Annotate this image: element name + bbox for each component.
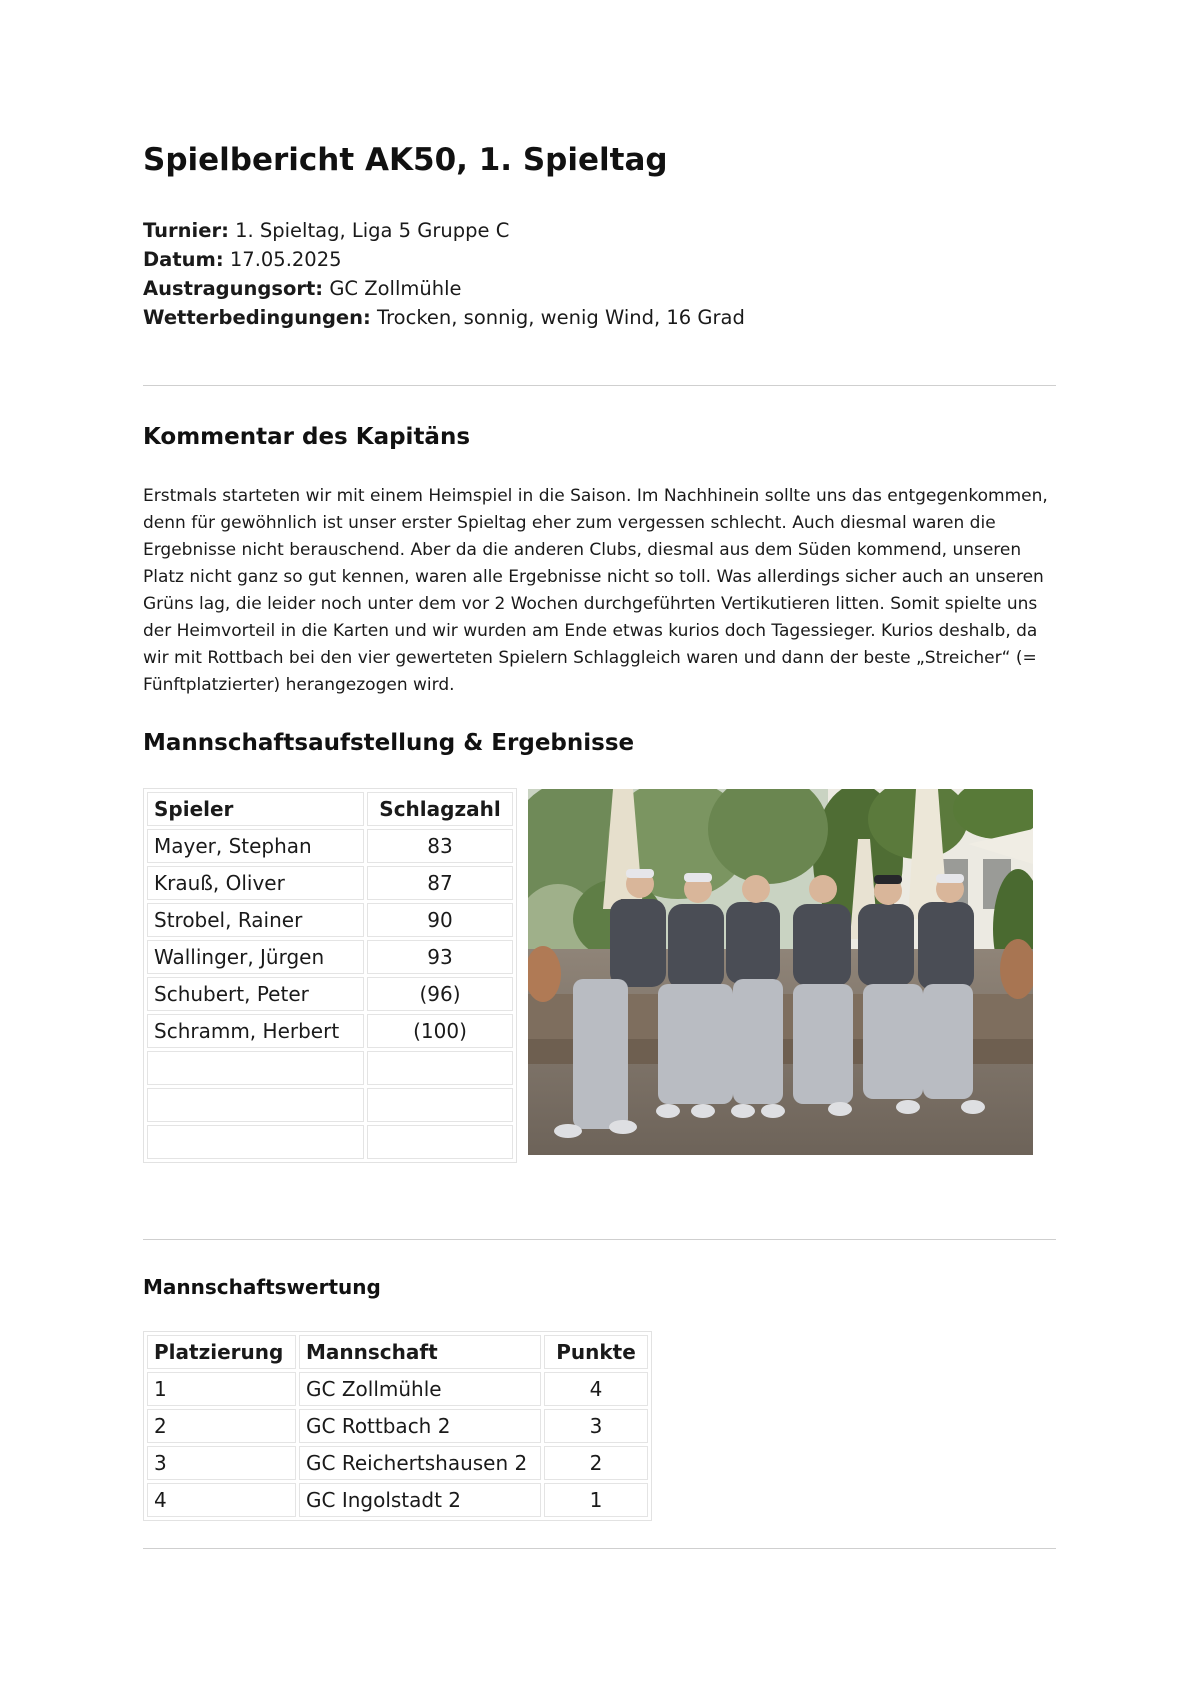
player-name: Schramm, Herbert <box>147 1014 364 1048</box>
player-strokes: (100) <box>367 1014 513 1048</box>
points-cell: 1 <box>544 1483 648 1517</box>
info-tournament <box>143 216 745 245</box>
player-strokes <box>367 1051 513 1085</box>
player-name: Schubert, Peter <box>147 977 364 1011</box>
player-strokes <box>367 1125 513 1159</box>
info-label: Datum: <box>143 248 224 271</box>
info-date <box>143 245 745 274</box>
divider <box>143 1548 1056 1549</box>
table-row <box>147 903 513 937</box>
player-strokes: 93 <box>367 940 513 974</box>
team-cell: GC Reichertshausen 2 <box>299 1446 541 1480</box>
rank-cell: 1 <box>147 1372 296 1406</box>
rank-cell: 2 <box>147 1409 296 1443</box>
info-label: Austragungsort: <box>143 277 324 300</box>
points-cell: 2 <box>544 1446 648 1480</box>
player-name: Krauß, Oliver <box>147 866 364 900</box>
info-value: 1. Spieltag, Liga 5 Gruppe C <box>235 219 510 242</box>
team-cell: GC Zollmühle <box>299 1372 541 1406</box>
captain-comment: Erstmals starteten wir mit einem Heimspiel in die Saison. Im Nachhinein sollte uns das entgegenkommen, denn für gewöhnlich ist unser erster Spieltag eher zum vergessen schlecht. Auch diesmal waren die Ergebnisse nicht berauschend. Aber da die anderen Clubs, diesmal aus dem Süden kommend, unseren Platz nicht ganz so gut kennen, waren alle Ergebnisse nicht so toll. Was allerdings sicher auch an unseren Grüns lag, die leider noch unter dem vor 2 Wochen durchgeführten Vertikutieren litten. Somit spielte uns der Heimvorteil in die Karten und wir wurden am Ende etwas kurios doch Tagessieger. Kurios deshalb, da wir mit Rottbach bei den vier gewerteten Spielern Schlaggleich waren und dann der beste „Streicher“ (= Fünftplatzierter) herangezogen wird. <box>143 486 1048 695</box>
player-name: Wallinger, Jürgen <box>147 940 364 974</box>
table-row <box>147 829 513 863</box>
page-title: Spielbericht AK50, 1. Spieltag <box>143 142 668 178</box>
info-label: Wetterbedingungen: <box>143 306 371 329</box>
table-header-row <box>147 792 513 826</box>
info-value: GC Zollmühle <box>329 277 462 300</box>
table-row-empty <box>147 1125 513 1159</box>
info-value: 17.05.2025 <box>229 248 342 271</box>
team-cell: GC Rottbach 2 <box>299 1409 541 1443</box>
team-cell: GC Ingolstadt 2 <box>299 1483 541 1517</box>
column-header-rank: Platzierung <box>147 1335 296 1369</box>
player-strokes: 83 <box>367 829 513 863</box>
table-row <box>147 1014 513 1048</box>
player-name <box>147 1125 364 1159</box>
table-header-row <box>147 1335 648 1369</box>
table-row-empty <box>147 1088 513 1122</box>
player-name <box>147 1088 364 1122</box>
player-name <box>147 1051 364 1085</box>
points-cell: 3 <box>544 1409 648 1443</box>
table-row-empty <box>147 1051 513 1085</box>
player-strokes <box>367 1088 513 1122</box>
table-row <box>147 1409 648 1443</box>
comment-heading: Kommentar des Kapitäns <box>143 424 471 450</box>
player-strokes: 87 <box>367 866 513 900</box>
lineup-table <box>143 788 517 1163</box>
column-header-points: Punkte <box>544 1335 648 1369</box>
team-photo <box>528 789 1033 1155</box>
standings-table <box>143 1331 652 1521</box>
player-strokes: 90 <box>367 903 513 937</box>
table-row <box>147 1446 648 1480</box>
player-strokes: (96) <box>367 977 513 1011</box>
player-name: Mayer, Stephan <box>147 829 364 863</box>
info-label: Turnier: <box>143 219 229 242</box>
table-row <box>147 1372 648 1406</box>
standings-heading: Mannschaftswertung <box>143 1275 381 1299</box>
points-cell: 4 <box>544 1372 648 1406</box>
player-name: Strobel, Rainer <box>147 903 364 937</box>
column-header-strokes: Schlagzahl <box>367 792 513 826</box>
rank-cell: 4 <box>147 1483 296 1517</box>
rank-cell: 3 <box>147 1446 296 1480</box>
match-info <box>143 216 745 332</box>
info-value: Trocken, sonnig, wenig Wind, 16 Grad <box>377 306 745 329</box>
column-header-player: Spieler <box>147 792 364 826</box>
table-row <box>147 977 513 1011</box>
divider <box>143 1239 1056 1240</box>
table-row <box>147 940 513 974</box>
info-weather <box>143 303 745 332</box>
divider <box>143 385 1056 386</box>
lineup-heading: Mannschaftsaufstellung & Ergebnisse <box>143 730 635 756</box>
info-venue <box>143 274 745 303</box>
table-row <box>147 866 513 900</box>
table-row <box>147 1483 648 1517</box>
column-header-team: Mannschaft <box>299 1335 541 1369</box>
